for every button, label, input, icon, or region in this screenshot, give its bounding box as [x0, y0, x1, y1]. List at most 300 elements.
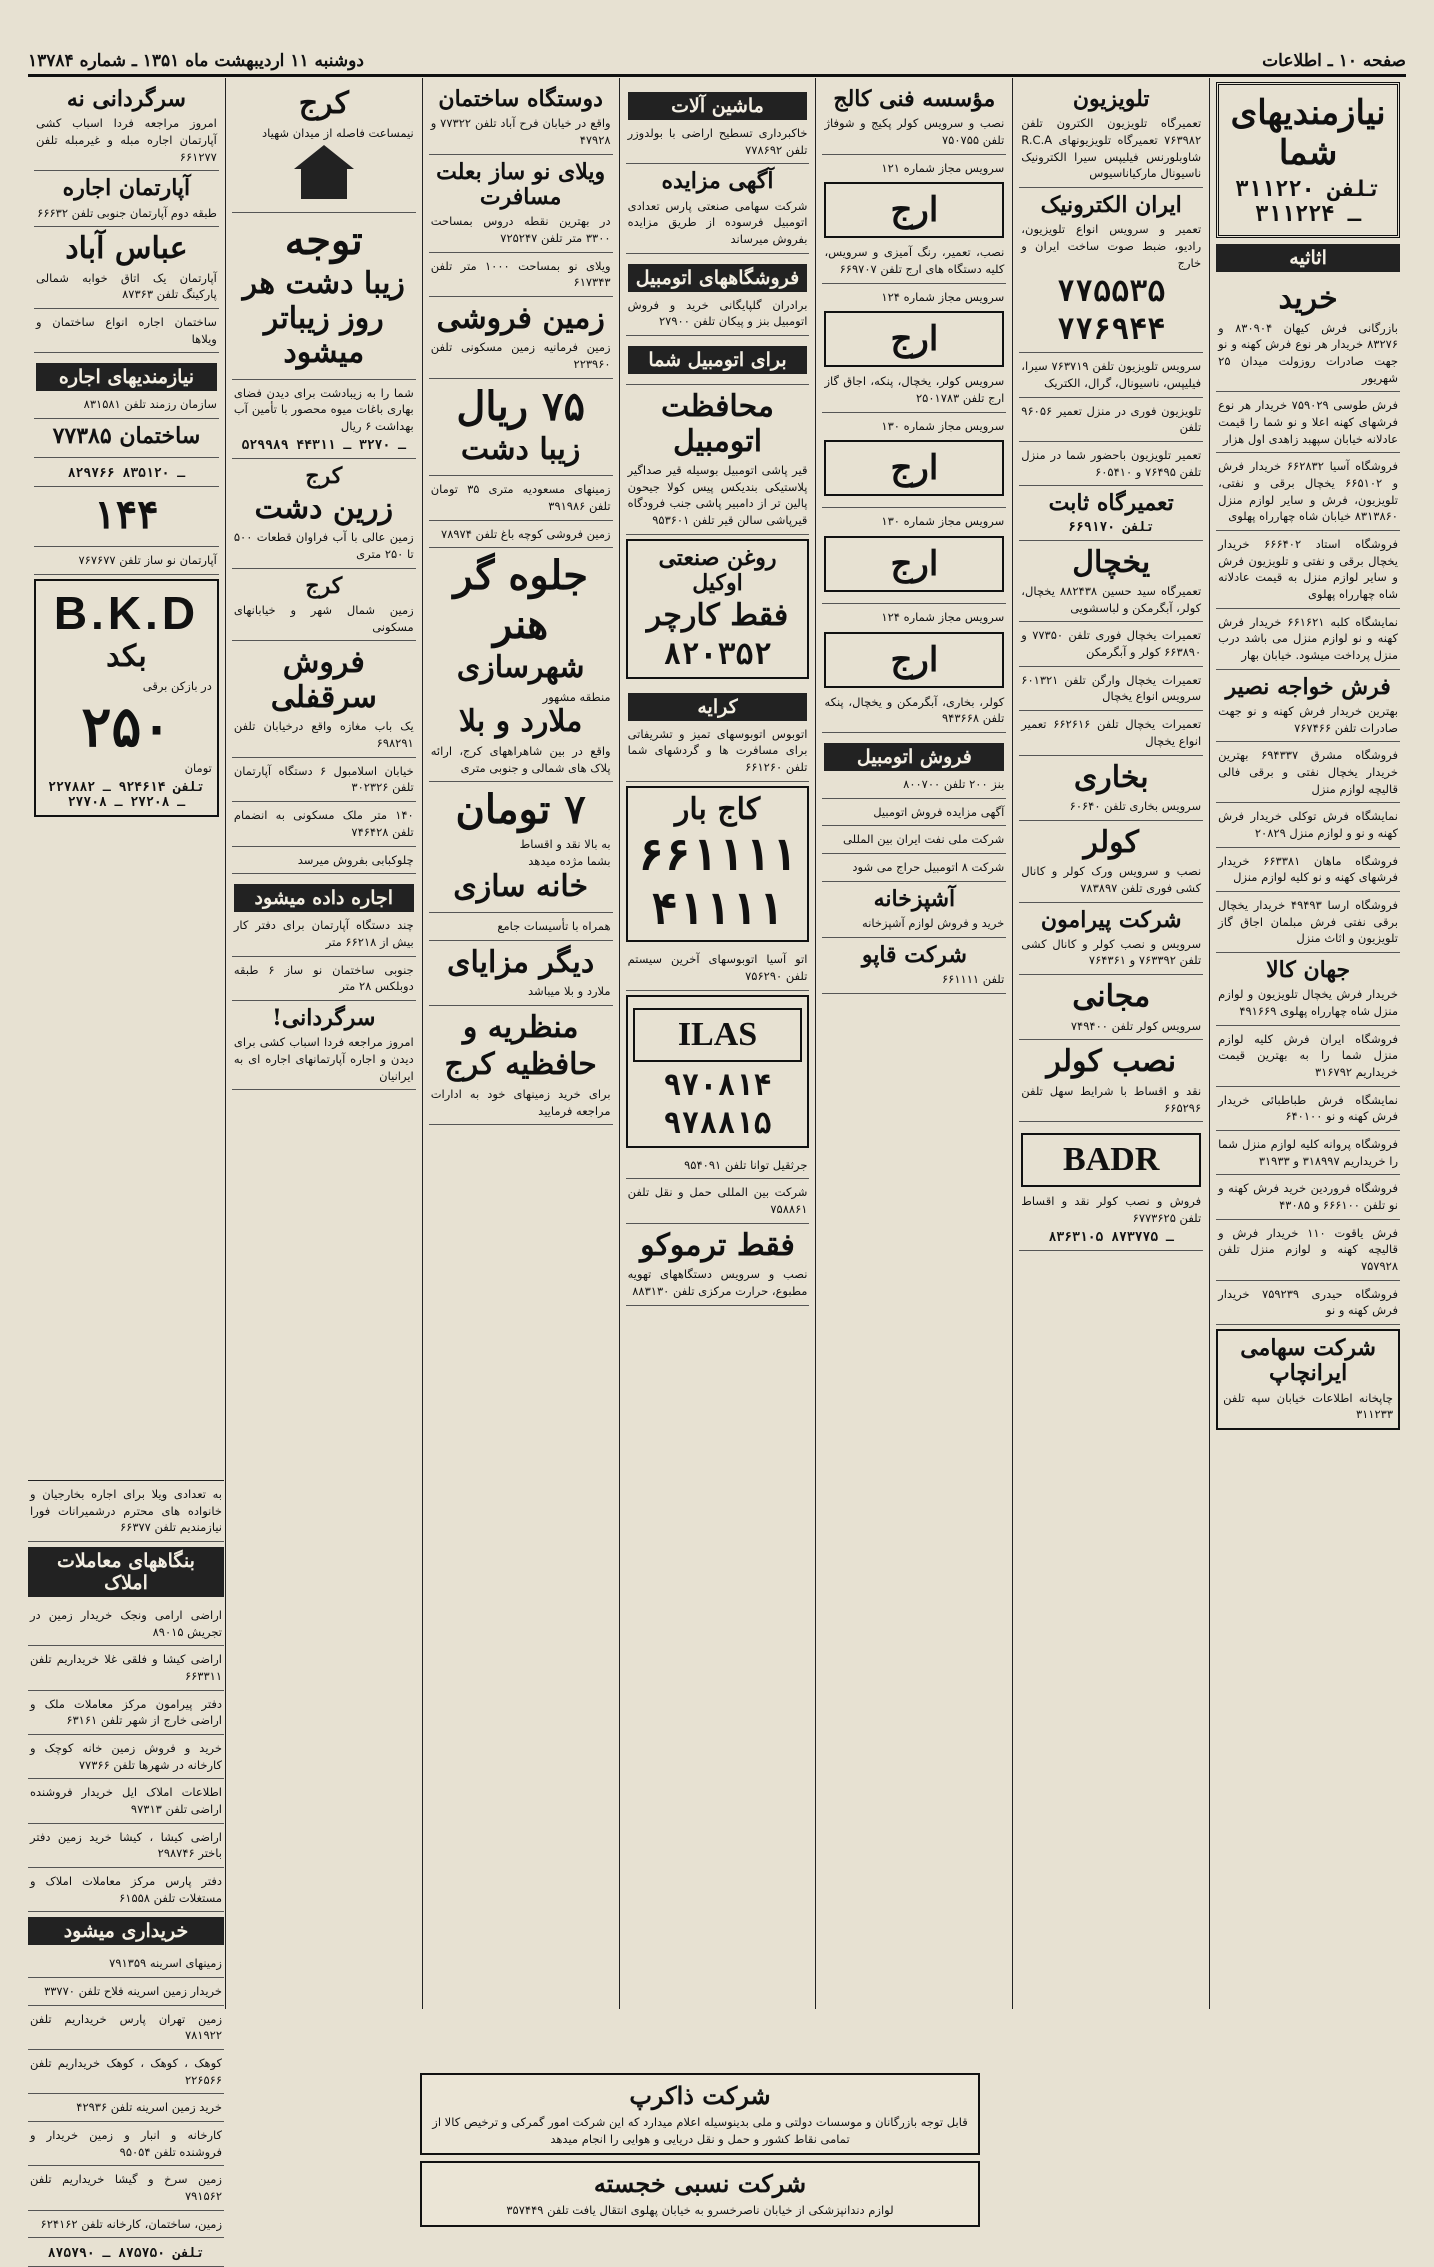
ad-text: واقع در خیابان فرح آباد تلفن ۷۷۳۲۲ و ۴۷۹۲۸	[430, 116, 611, 147]
ad-text: فروشگاه ارسا ۴۹۴۹۳ خریدار یخچال برقی نفتی فرش مبلمان اجاق گاز تلویزیون و اثاث منزل	[1218, 897, 1398, 946]
ad-text: نصب و سرویس ورک کولر و کانال کشی فوری تلفن ۷۸۳۸۹۷	[1021, 864, 1202, 895]
ad-text: تومان	[184, 761, 212, 776]
ad	[34, 458, 219, 487]
ad	[34, 419, 219, 458]
ad	[1019, 821, 1203, 903]
ad-text: خاکبرداری تسطیح اراضی با بولدوزر تلفن ۷۷۸۶۹۲	[627, 126, 808, 157]
ad-title: کرج	[305, 572, 343, 599]
ad-text: اراضی کیشا و فلقی غلا خریداریم تلفن ۶۶۳۳۱۱	[30, 1652, 222, 1684]
ad-price: ۲۵۰	[81, 694, 172, 761]
ad	[822, 733, 1006, 799]
ad-title: فقط ترموکو	[640, 1227, 795, 1263]
ad-text: سرویس مجاز شماره ۱۲۴	[881, 610, 1005, 625]
ad-text: کولر، بخاری، آبگرمکن و یخچال، پنکه تلفن ۹۴۳۶۶۸	[824, 694, 1005, 726]
ad-text: تعمیرگاه تلویزیون الکترون تلفن ۷۶۳۹۸۲ تعمیرگاه تلویزیونهای R.C.A شاوبلورنس فیلیپس سیرا الکترونیک ناسیونال مارکیاناسیوس	[1021, 116, 1202, 181]
ad	[1019, 486, 1203, 540]
ad	[1216, 1131, 1400, 1175]
ad	[626, 1179, 810, 1223]
ad-title: آگهی مزایده	[661, 168, 774, 195]
ad-title: کرج	[298, 86, 349, 121]
ad-subtitle: فقط کارچر	[646, 598, 789, 634]
ad-text: شرکت ۸ اتومبیل حراج می شود	[852, 860, 1005, 875]
ad-text: جنوبی ساختمان نو ساز ۶ طبقه دوبلکس ۲۸ متر	[233, 962, 414, 994]
ad	[429, 913, 613, 941]
footer-title: شرکت ذاکرپ	[629, 2080, 771, 2110]
ad-text: آگهی مزایده فروش اتومبیل	[873, 804, 1005, 819]
ad	[822, 508, 1006, 604]
ad-text: نیمساعت فاصله از میدان شهیاد	[262, 125, 414, 140]
ad-title: شهرسازی	[456, 650, 585, 686]
ad	[34, 171, 219, 227]
ad	[28, 1824, 224, 1868]
ad	[1216, 392, 1400, 453]
ad-text: نمایشگاه فرش طباطبائی خریدار فرش کهنه و نو ۶۴۰۱۰۰	[1218, 1092, 1398, 1124]
ad	[626, 683, 810, 782]
ad	[34, 487, 219, 547]
ad-text: فروشگاه مشرق ۶۹۴۳۳۷ بهترین خریدار یخچال نفتی و برقی فالی قالیچه لوازم منزل	[1218, 748, 1398, 796]
ad-text: خرید و فروش لوازم آشپزخانه	[862, 916, 1005, 931]
ad-text: زمین سرخ و گیشا خریداریم تلفن ۷۹۱۵۶۲	[30, 2172, 222, 2204]
ad	[1019, 667, 1203, 711]
ad	[822, 82, 1006, 155]
ad	[232, 1001, 416, 1090]
issue-date: دوشنبه ۱۱ اردیبهشت ماه ۱۳۵۱ ـ شماره ۱۳۷۸۴	[28, 51, 364, 71]
ad-title: منظریه و	[462, 1009, 579, 1045]
ad-phone: ۸۳۶۳۱۰۵ ـ ۸۷۳۷۷۵	[1048, 1229, 1174, 1245]
ad-text: تلویزیون فوری در منزل تعمیر ۹۶۰۵۶ تلفن	[1021, 403, 1202, 435]
ad	[822, 882, 1006, 938]
ad-title: زمین فروشی	[436, 300, 605, 336]
ad	[34, 82, 219, 171]
ad-text: نمایشگاه کلبه ۶۶۱۶۲۱ خریدار فرش کهنه و نو لوازم منزل می باشد درب منزل پرداخت میشود. خیابان بهار	[1218, 614, 1398, 662]
column-2	[1012, 78, 1209, 2009]
ad	[626, 995, 810, 1148]
footer-title: شرکت نسبی خجسته	[593, 2169, 807, 2199]
ad-text: تعمیر تلویزیون باحضور شما در منزل تلفن ۷۶۴۹۵ و ۶۰۵۴۱۰	[1021, 447, 1202, 479]
ad-text: زمین فرمانیه زمین مسکونی تلفن ۲۲۳۹۶۰	[430, 340, 611, 372]
ad	[28, 1950, 224, 1978]
ad	[822, 604, 1006, 733]
ad	[232, 82, 416, 213]
ad-text: سرویس و نصب کولر و کانال کشی تلفن ۷۶۳۳۹۲ و ۷۶۴۳۶۱	[1021, 936, 1202, 968]
ad-text: سرویس مجاز شماره ۱۲۴	[881, 289, 1005, 304]
ad-text: در بهترین نقطه دروس بمساحت ۳۳۰۰ متر تلفن ۷۲۵۲۴۷	[430, 214, 611, 245]
ad	[28, 2050, 224, 2094]
ad-title: دوستگاه ساختمان	[438, 86, 603, 112]
ad-title: محافظت اتومبیل	[661, 389, 774, 459]
ad	[232, 459, 416, 569]
ad-phone: ۸۲۰۳۵۲	[663, 636, 772, 672]
ad-subtitle: زیبا دشت	[460, 431, 581, 467]
column-4	[619, 78, 816, 2009]
ad	[232, 641, 416, 757]
ad-title: روغن صنعتی اوکیل	[658, 544, 777, 596]
ad-text: بهترین خریدار فرش کهنه و نو جهت صادرات تلفن ۷۶۷۴۶۶	[1218, 703, 1398, 735]
ad-text: تعمیرات یخچال فوری تلفن ۷۷۳۵۰ و ۶۶۳۸۹۰ کولر و آبگرمکن	[1021, 628, 1202, 660]
ad-title: فروش سرقفلی	[270, 645, 377, 715]
ad	[1019, 975, 1203, 1040]
ad	[429, 253, 613, 297]
ad-text: امروز مراجعه فردا اسباب کشی برای دیدن و اجاره آپارتمانهای اجاره ای به ایرانیان	[233, 1035, 414, 1083]
ad	[1019, 903, 1203, 976]
ad	[822, 155, 1006, 284]
column-1	[1209, 78, 1406, 2009]
ad-text: زمین تهران پارس خریداریم تلفن ۷۸۱۹۲۲	[30, 2011, 222, 2043]
ad-text: برای خرید زمینهای خود به ادارات مراجعه فرمایید	[430, 1086, 611, 1118]
ad-text: در بازکن برقی	[142, 678, 212, 693]
arj-logo: ارج	[824, 440, 1004, 496]
ad	[28, 1779, 224, 1823]
ad	[28, 2094, 224, 2122]
ad-text: فروش و نصب کولر نقد و اقساط تلفن ۶۷۷۳۶۲۵	[1021, 1194, 1202, 1225]
ad-text: سرویس تلویزیون تلفن ۷۶۳۷۱۹ سیرا، فیلیپس، ناسیونال، گرال، الکتریک	[1021, 359, 1202, 390]
columns	[28, 78, 1406, 2009]
ad-text: فروشگاه پروانه کلیه لوازم منزل شما را خریداریم ۳۱۸۹۹۷ و ۳۱۹۳۳	[1218, 1136, 1398, 1168]
ad-title: ۷ تومان	[455, 786, 586, 834]
ad-text: سرویس مجاز شماره ۱۳۰	[881, 514, 1005, 529]
ad	[1216, 1329, 1400, 1430]
ad-phone: ۵۲۹۹۸۹ ـ ۳۲۷۰ ـ ۴۴۳۱۱	[241, 437, 406, 453]
ad-text: زمینهای مسعودیه متری ۳۵ تومان تلفن ۳۹۱۹۸۶	[430, 482, 611, 513]
ad-phone: ۶۶۱۱۱۱	[638, 830, 797, 882]
ad	[1216, 1281, 1400, 1325]
ad	[626, 336, 810, 385]
ad	[429, 297, 613, 379]
ad-text: فروشگاه ماهان ۶۶۳۳۸۱ خریدار فرشهای کهنه و نو کلیه لوازم منزل	[1218, 853, 1398, 885]
footer-box-khojasteh	[420, 2161, 980, 2227]
ad-text: اتوبوس اتوبوسهای تمیز و تشریفاتی برای مسافرت ها و گردشهای شما تلفن ۶۶۱۲۶۰	[627, 726, 808, 775]
ad	[1216, 848, 1400, 892]
ad	[232, 957, 416, 1001]
ad	[626, 385, 810, 535]
ad-text: زمین شمال شهر و خیابانهای مسکونی	[233, 603, 414, 634]
ad-title: برای اتومبیل شما	[628, 346, 808, 374]
ad	[34, 353, 219, 419]
ad	[28, 2166, 224, 2210]
ad	[626, 539, 810, 679]
ad-phone: ۷۷۶۹۴۴	[1057, 312, 1166, 348]
ad-text: ۱۴۰ متر ملک مسکونی به انضمام تلفن ۷۴۶۴۲۸	[233, 808, 414, 839]
ad-text: خرید و فروش زمین خانه کوچک و کارخانه در شهرها تلفن ۷۷۳۶۶	[30, 1741, 222, 1772]
ad-title: اجاره داده میشود	[234, 884, 414, 912]
ad	[232, 380, 416, 459]
ad	[1216, 670, 1400, 743]
ad-text: خریدار فرش یخچال تلویزیون و لوازم منزل شاه چهارراه پهلوی ۴۹۱۶۶۹	[1218, 987, 1398, 1018]
column-3	[815, 78, 1012, 2009]
ad-title: یخچال	[1072, 544, 1151, 580]
ad	[28, 1691, 224, 1735]
ad	[429, 155, 613, 253]
ad	[34, 227, 219, 309]
arj-logo: ارج	[824, 182, 1004, 238]
ad-text: آپارتمان یک اتاق خوابه شمالی پارکینگ تلفن ۸۷۳۶۳	[36, 270, 217, 302]
arj-logo: ارج	[824, 536, 1004, 592]
ad-text: خیابان اسلامبول ۶ دستگاه آپارتمان تلفن ۳۰۲۳۲۶	[233, 763, 414, 795]
ad-text: فرش یاقوت ۱۱۰ خریدار فرش و قالیچه کهنه و لوازم منزل تلفن ۷۵۷۹۲۸	[1218, 1225, 1398, 1273]
ad-title: نیازمندیهای اجاره	[36, 363, 217, 391]
ad	[1019, 756, 1203, 821]
ad-text: ملارد و بلا میباشد	[528, 984, 611, 999]
ad-text: اتو آسیا اتوبوسهای آخرین سیستم تلفن ۷۵۶۲۹۰	[627, 952, 808, 983]
ad	[626, 946, 810, 990]
ad-title: شرکت سهامی ایرانچاپ	[1240, 1335, 1376, 1387]
ad	[1019, 442, 1203, 486]
ad-text: ساختمان اجاره انواع ساختمان و ویلاها	[36, 315, 217, 346]
ad	[1216, 609, 1400, 670]
ad	[1216, 803, 1400, 847]
ad-text: چند دستگاه آپارتمان برای دفتر کار بیش از ۶۶۲۱۸ متر	[233, 918, 414, 949]
ad-title: کولر	[1083, 824, 1139, 860]
ad-title: جلوه گر	[453, 552, 588, 600]
ad	[626, 786, 810, 943]
ad	[1216, 953, 1400, 1026]
ad-text: فرش طوسی ۷۵۹۰۲۹ خریدار هر نوع فرشهای کهنه اعلا و نو شما را قیمت عادلانه خیابان سپهبد زاهدی اول هزار	[1218, 398, 1398, 446]
ad-text: زمینهای اسرینه ۷۹۱۳۵۹	[109, 1956, 222, 1971]
ad	[429, 782, 613, 913]
ad	[28, 2122, 224, 2166]
footer-text: لوازم دندانپزشکی از خیابان ناصرخسرو به خیابان پهلوی انتقال یافت تلفن ۳۵۷۴۴۹	[506, 2203, 894, 2218]
ad-title: ماشین آلات	[628, 92, 808, 120]
ad-text: بنز ۲۰۰ تلفن ۸۰۰۷۰۰	[903, 777, 1005, 792]
ad-text: خریدار زمین اسرینه فلاح تلفن ۳۳۷۷۰	[44, 1984, 222, 1999]
ad-title: فروشگاههای اتومبیل	[628, 264, 808, 292]
ad-text: تعمیر و سرویس انواع تلویزیون، رادیو، ضبط صوت ساخت ایران و خارج	[1021, 222, 1202, 270]
ad	[34, 547, 219, 575]
ad-phone: ۴۱۱۱۱	[651, 884, 784, 936]
ad-title: آپارتمان اجاره	[62, 175, 191, 202]
classifieds-banner	[1216, 82, 1400, 238]
ad	[1019, 541, 1203, 623]
ad	[1216, 1026, 1400, 1087]
ad	[822, 938, 1006, 994]
ad-phone: تلفن ۶۶۹۱۷۰	[1068, 519, 1155, 535]
footer-text: قابل توجه بازرگانان و موسسات دولتی و ملی بدینوسیله اعلام میدارد که این شرکت امور گمرکی و ترخیص کالا از تمامی نقاط کشور و حمل و نقل دریایی و هوایی را انجام میدهد	[432, 2114, 968, 2146]
ad	[1019, 82, 1203, 188]
ad-text: سرویس مجاز شماره ۱۲۱	[881, 160, 1005, 175]
ad-title: ویلای نو ساز بعلت مسافرت	[436, 158, 606, 210]
ad-title: مجانی	[1072, 979, 1151, 1015]
ad-text: کارخانه و انبار و زمین خریدار و فروشنده تلفن ۹۵۰۵۴	[30, 2128, 222, 2159]
ad-text: فروشگاه فروردین خرید فرش کهنه و نو تلفن ۶۶۶۱۰۰ و ۴۳۰۸۵	[1218, 1181, 1398, 1212]
section-heading: بنگاههای معاملات املاک	[28, 1547, 224, 1597]
ad	[626, 1152, 810, 1180]
ad-title: فرش خواجه نصیر	[1225, 673, 1391, 700]
ad-phone: ۹۷۸۸۱۵	[663, 1105, 772, 1141]
arj-logo: ارج	[824, 311, 1004, 367]
column-6	[225, 78, 422, 2009]
ad	[28, 1978, 224, 2006]
ad-text: تلفن ۶۶۱۱۱۱	[941, 971, 1005, 986]
ad-title: ۷۵ ریال	[456, 382, 585, 430]
ad	[28, 1735, 224, 1779]
ad-text: شرکت سهامی صنعتی پارس تعدادی اتومبیل فرسوده از طریق مزایده بفروش میرساند	[627, 198, 808, 246]
ad-title: حافظیه کرج	[444, 1047, 597, 1083]
ad	[1216, 1087, 1400, 1131]
ad	[626, 164, 810, 253]
ad-title: جهان کالا	[1266, 956, 1351, 983]
ad	[28, 2006, 224, 2050]
ad-title: ملارد و بلا	[458, 704, 583, 740]
ad-phone: ۹۷۰۸۱۴	[663, 1067, 772, 1103]
ad-text: دفتر پیرامون مرکز معاملات ملک و اراضی خارج از شهر تلفن ۶۳۱۶۱	[30, 1696, 222, 1728]
badr-logo: BADR	[1021, 1133, 1201, 1187]
ad	[429, 379, 613, 477]
ad-title: تعمیرگاه ثابت	[1048, 490, 1174, 517]
arj-logo: ارج	[824, 632, 1004, 688]
ad-text: فروشگاه ایران فرش کلیه لوازم منزل شما را به بهترین قیمت خریداریم ۳۱۶۷۹۲	[1218, 1031, 1398, 1079]
ad	[1216, 892, 1400, 953]
ad	[1019, 1122, 1203, 1250]
ad-text: تعمیرات یخچال وارگن تلفن ۶۰۱۳۲۱ سرویس انواع یخچال	[1021, 672, 1202, 704]
ad-text: سرویس کولر تلفن ۷۴۹۴۰۰	[1070, 1018, 1202, 1033]
ad	[1019, 711, 1203, 755]
ad	[626, 254, 810, 336]
ad	[429, 941, 613, 1006]
ad-text: سرویس بخاری تلفن ۶۰۶۴۰	[1069, 799, 1202, 813]
banner-phones: تلفن ۳۱۱۲۲۰ ـ ۳۱۱۲۲۴	[1235, 177, 1381, 227]
ad	[1216, 1175, 1400, 1219]
ad	[626, 82, 810, 164]
ad-text: امروز مراجعه فردا اسباب کشی آپارتمان اجاره مبله و غیرمبله تلفن ۶۶۱۲۷۷	[36, 116, 217, 164]
ad	[1216, 531, 1400, 609]
ad-title: شرکت پیرامون	[1040, 906, 1182, 933]
ad-text: نصب و سرویس کولر پکیج و شوفاژ تلفن ۷۵۰۷۵۵	[824, 116, 1005, 147]
ad	[28, 2238, 224, 2267]
ad	[429, 521, 613, 549]
ad-text: تعمیرات یخچال تلفن ۶۶۲۶۱۶ تعمیر انواع یخچال	[1021, 717, 1202, 748]
ad-title: فروش اتومبیل	[824, 743, 1004, 771]
ad-title: توجه	[284, 217, 363, 265]
ad-text: چاپخانه اطلاعات خیابان سپه تلفن ۳۱۱۲۳۳	[1223, 1390, 1393, 1422]
ad-phone: تلفن ۹۲۴۶۱۴ ـ ۲۲۷۸۸۲ ـ ۲۷۲۰۸ ـ ۲۷۷۰۸	[48, 779, 205, 810]
ad-title: بخاری	[1073, 759, 1149, 795]
ad	[232, 213, 416, 380]
ad	[429, 476, 613, 520]
page-label: صفحه ۱۰ ـ اطلاعات	[1262, 51, 1406, 71]
ad-text: فروشگاه حیدری ۷۵۹۲۳۹ خریدار فرش کهنه و نو	[1218, 1286, 1398, 1318]
ad-title: تلویزیون	[1072, 86, 1150, 112]
ad-title: مؤسسه فنی کالج	[833, 86, 996, 112]
ad-title: کرج	[305, 462, 343, 489]
ad	[28, 1602, 224, 1646]
ad-text: زمین عالی با آب فراوان قطعات ۵۰۰ تا ۲۵۰ متری	[233, 530, 414, 562]
ad	[626, 1224, 810, 1306]
ad-text: به تعدادی ویلا برای اجاره بخارجیان و خانواده های محترم درشمیرانات فورا نیازمندیم تلفن ۶۶۳۷۷	[30, 1487, 222, 1535]
ad-text: سرویس کولر، یخچال، پنکه، اجاق گاز ارج تلفن ۲۵۰۱۷۸۳	[824, 374, 1005, 405]
ad	[822, 826, 1006, 854]
ad-text: اراضی ارامی ونجک خریدار زمین در تجریش ۸۹۰۱۵	[30, 1608, 222, 1639]
banner-title: نیازمندیهای شما	[1230, 93, 1386, 173]
ad-title: خانه سازی	[453, 868, 589, 904]
ad-phone: ۸۲۹۷۶۶ ـ ۸۳۵۱۲۰	[67, 466, 186, 482]
ad	[28, 2211, 224, 2239]
footer-box-zakerp	[420, 2073, 980, 2155]
ad-text: سازمان رزمند تلفن ۸۳۱۵۸۱	[83, 397, 217, 412]
ad-text: واقع در بین شاهراههای کرج، ارائه پلاک های شمالی و جنوبی متری	[430, 743, 611, 775]
ad-title: خرید	[1278, 281, 1338, 316]
ad-text: همراه با تأسیسات جامع	[497, 919, 611, 934]
footer-ads	[420, 2067, 980, 2227]
ad	[1019, 398, 1203, 442]
ad-text: سرویس مجاز شماره ۱۳۰	[881, 418, 1005, 433]
ad-title: هنر	[493, 601, 549, 649]
ad	[28, 1481, 224, 1542]
ad-text: چلوکبابی بفروش میرسد	[297, 852, 414, 867]
ad	[232, 847, 416, 875]
ad-text: شما را به زیبادشت برای دیدن فضای بهاری باغات میوه محصور با تأمین آب بهداشت ۶ ریال	[233, 385, 414, 434]
ad	[232, 569, 416, 642]
house-icon	[289, 145, 359, 199]
ad-text: نصب و سرویس دستگاههای تهویه مطبوع، حرارت مرکزی تلفن ۸۸۳۱۳۰	[627, 1267, 808, 1298]
ad-text: تعمیرگاه سید حسین ۸۸۲۴۳۸ یخچال، کولر، آبگرمکن و لباسشویی	[1021, 584, 1202, 615]
ad-text: به بالا نقد و اقساط	[519, 837, 611, 852]
ad	[822, 284, 1006, 413]
ad	[232, 758, 416, 802]
ad-text: شرکت بین المللی حمل و نقل تلفن ۷۵۸۸۶۱	[627, 1185, 808, 1216]
section-heading: خریداری میشود	[28, 1917, 224, 1945]
ad-text: نصب، تعمیر، رنگ آمیزی و سرویس، کلیه دستگاه های ارج تلفن ۶۶۹۷۰۷	[824, 245, 1005, 276]
ad	[822, 854, 1006, 882]
ad	[232, 874, 416, 956]
ad-text: منطقه مشهور	[542, 689, 611, 704]
ad-title: سرگردانی!	[272, 1004, 376, 1031]
ad	[822, 413, 1006, 509]
ad-text: قیر پاشی اتومبیل بوسیله قیر صداگیر پلاستیکی بندیکس پیس کولا جیحون پالین تر از دامبیر پاشی جنب فرودگاه قیرپاشی سالن قیر تلفن ۹۵۳۶۰۱	[627, 463, 808, 528]
ad	[28, 1646, 224, 1690]
ad-title: نصب کولر	[1046, 1044, 1177, 1080]
ad	[34, 579, 219, 817]
ad	[429, 82, 613, 155]
ad-text: طبقه دوم آپارتمان جنوبی تلفن ۶۶۶۳۲	[37, 205, 217, 220]
ad-title: سرگردانی نه	[66, 86, 186, 112]
ad-phone: تلفن ۸۷۵۷۵۰ ـ ۸۷۵۷۹۰	[47, 2246, 205, 2262]
ad	[28, 1868, 224, 1912]
ad-title: بکد	[106, 639, 147, 675]
ad	[1019, 188, 1203, 353]
ad-title: دیگر مزایای	[447, 944, 595, 980]
ad-text: نقد و اقساط با شرایط سهل تلفن ۶۶۵۲۹۶	[1021, 1083, 1202, 1115]
ad-text: یک باب مغازه واقع درخیابان تلفن ۶۹۸۲۹۱	[233, 719, 414, 751]
ad-text: بازرگانی فرش کیهان ۸۳۰۹۰۴ و ۸۳۲۷۶ خریدار هر نوع فرش کهنه و نو جهت صادرات روزولت میدان ۲۵ شهریور	[1218, 320, 1398, 385]
ad-subtitle: زیبا دشت هر روز زیباتر میشود	[242, 266, 405, 371]
ad	[1216, 1220, 1400, 1281]
bkd-logo: B.K.D	[53, 587, 200, 640]
ad-title: ۱۴۴	[94, 491, 159, 539]
extra-column	[28, 1480, 224, 2262]
ad-title: ساختمان ۷۷۳۸۵	[52, 423, 201, 450]
ad	[1216, 277, 1400, 392]
ad-title: ایران الکترونیک	[1040, 191, 1182, 218]
column-5	[422, 78, 619, 2009]
ad	[822, 799, 1006, 827]
ad-text: فروشگاه آسیا ۶۶۲۸۳۲ خریدار فرش و ۶۶۵۱۰۲ یخچال برقی و نفتی، تلویزیون، فرش و سایر لوازم منزل ۸۳۱۳۸۶۰ خیابان شاه چهارراه پهلوی	[1218, 459, 1398, 524]
ad-text: شرکت ملی نفت ایران بین المللی	[843, 832, 1005, 847]
section-heading: اثاثیه	[1216, 244, 1400, 272]
ad	[34, 309, 219, 353]
ad	[1216, 742, 1400, 803]
ad-title: شرکت قاپو	[861, 941, 967, 968]
ad-text: نمایشگاه فرش توکلی خریدار فرش کهنه و نو و لوازم منزل ۲۰۸۲۹	[1218, 809, 1398, 840]
page-header	[28, 48, 1406, 77]
ad	[1216, 453, 1400, 531]
ad-text: اراضی کیشا ، کیشا خرید زمین دفتر باختر ۲۹۸۷۴۶	[30, 1829, 222, 1861]
ad-text: فروشگاه استاد ۶۶۶۴۰۲ خریدار یخچال برقی و نفتی و تلویزیون فرش و سایر لوازم منزل به قیمت عادلانه شاه چهارراه پهلوی	[1218, 536, 1398, 601]
ad-text: زمین فروشی کوچه باغ تلفن ۷۸۹۷۴	[441, 526, 611, 541]
ad	[1019, 1040, 1203, 1122]
ad	[1019, 622, 1203, 666]
ad-title: کاج بار	[674, 791, 761, 827]
ad	[429, 548, 613, 782]
